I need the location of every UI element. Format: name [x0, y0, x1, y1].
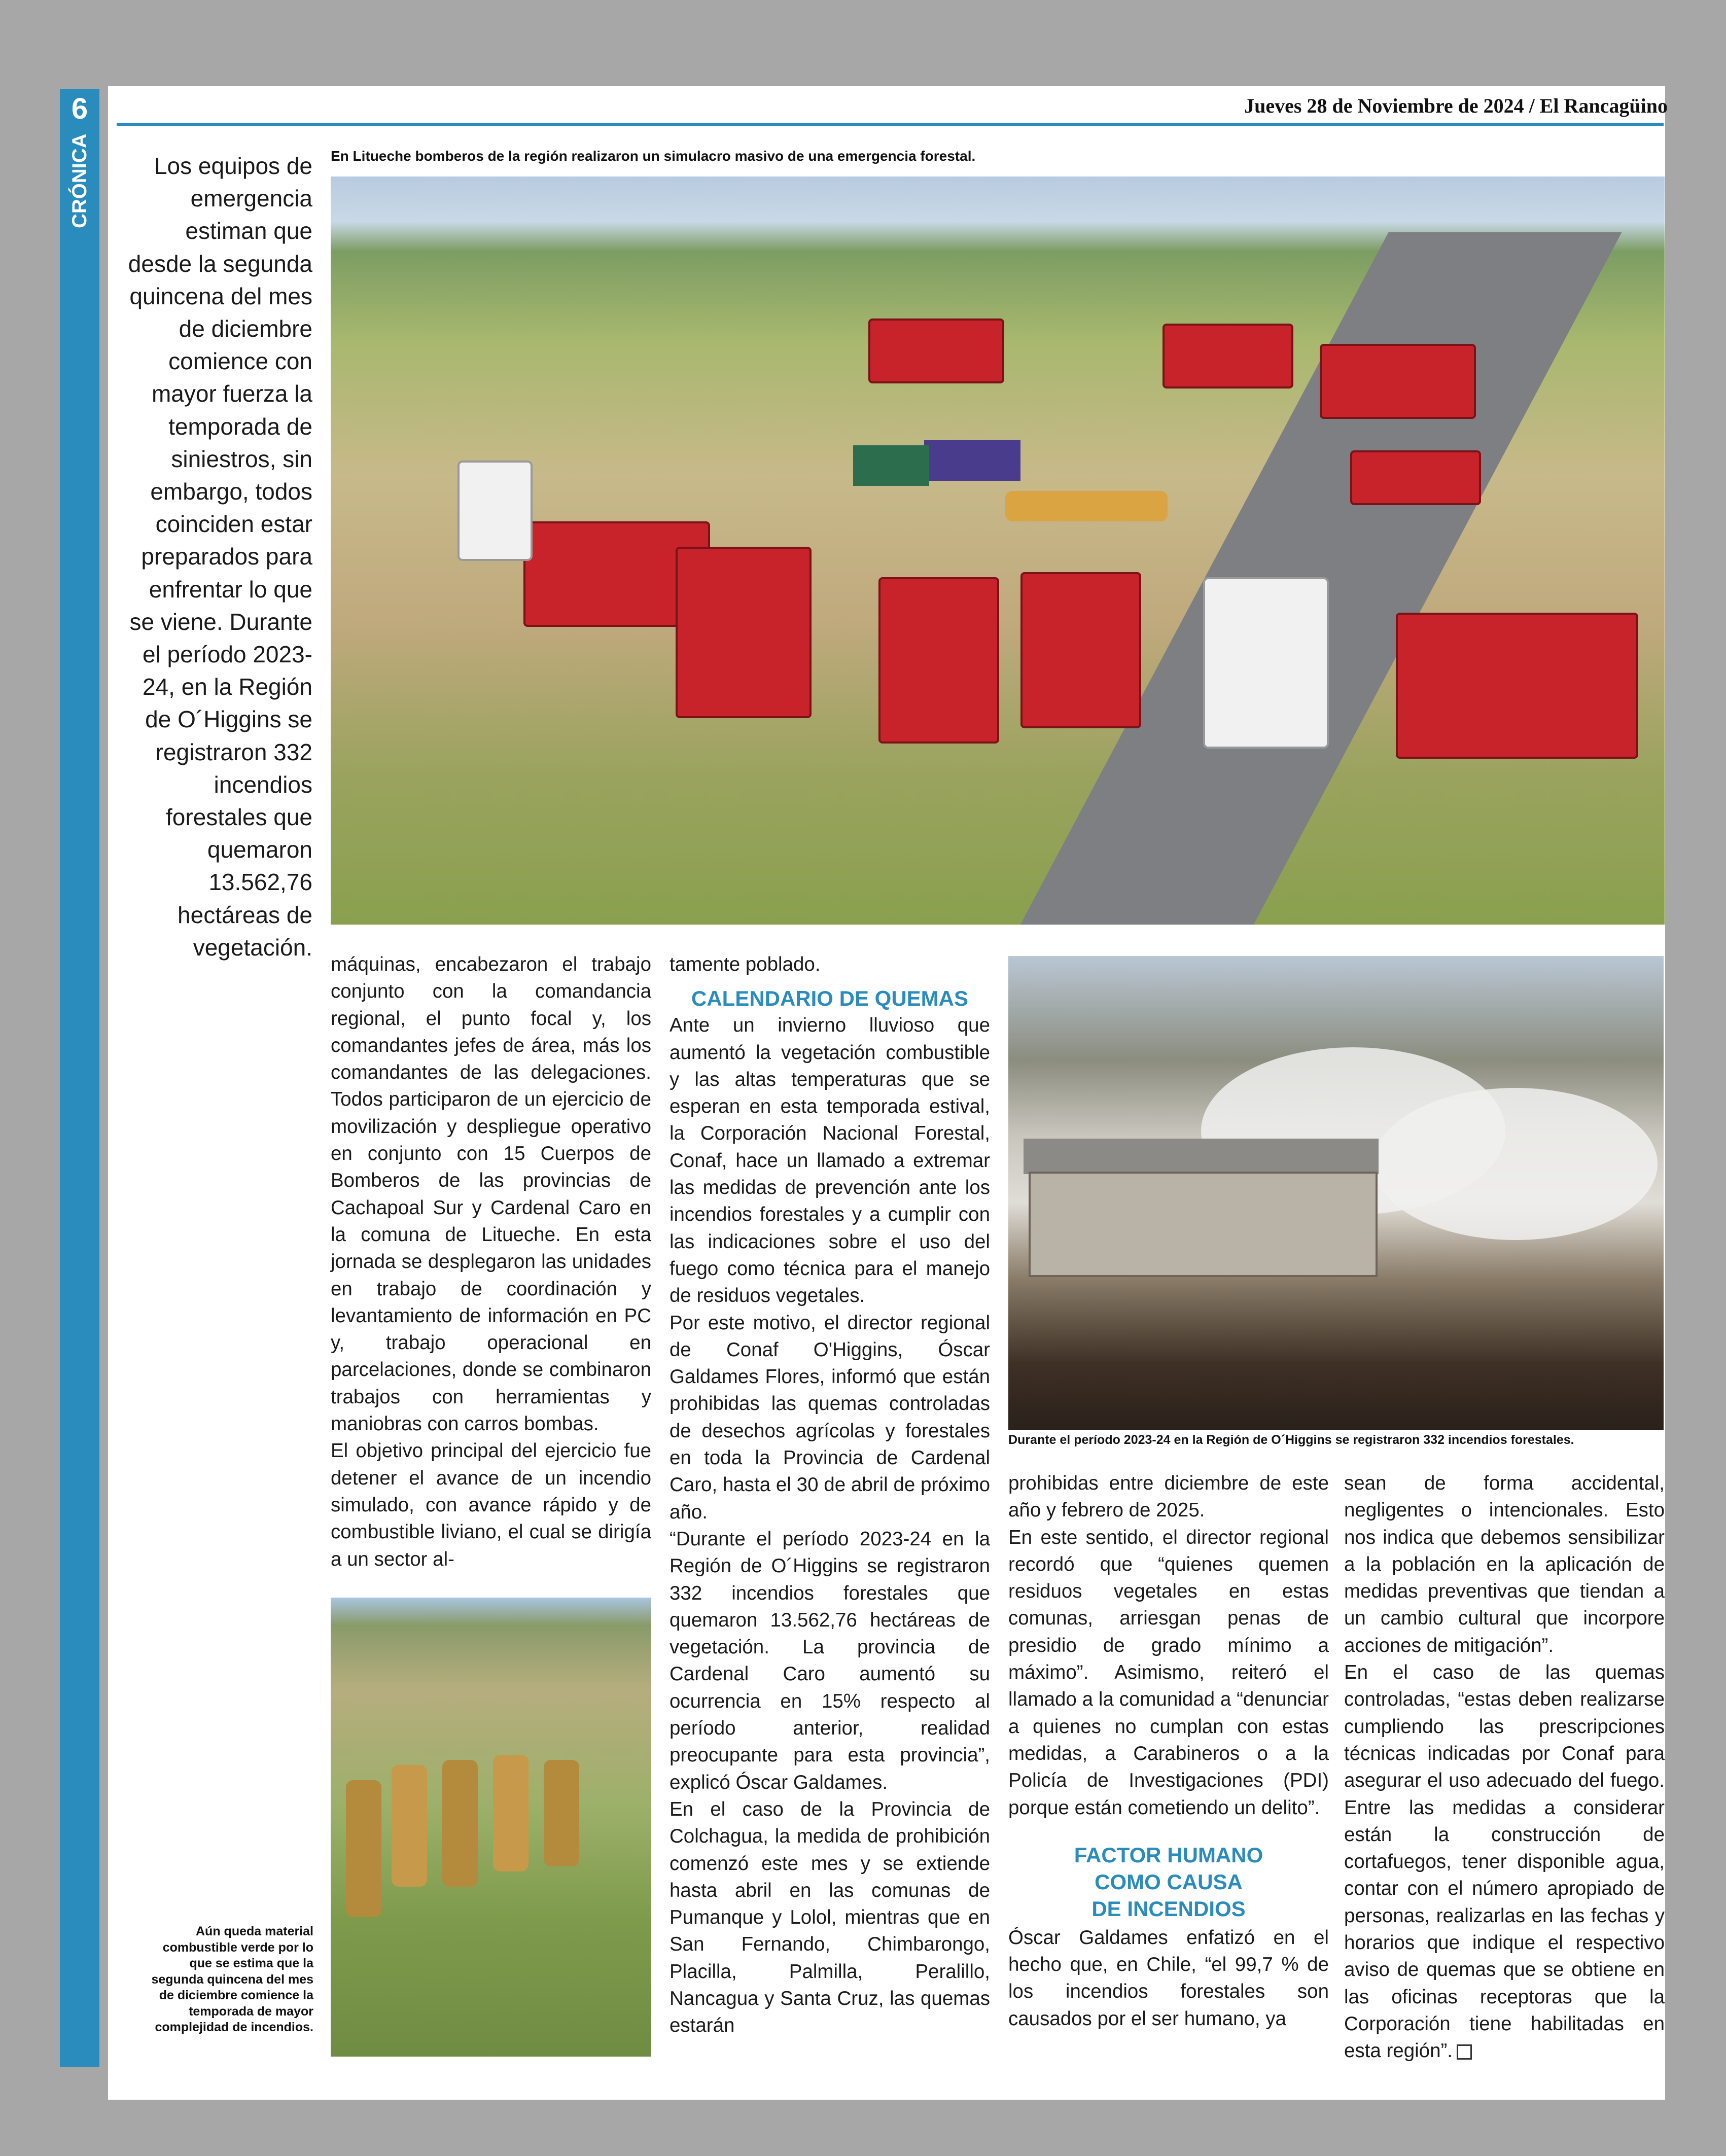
article-paragraph: En el caso de las quemas controladas, “estas deben realizarse cumpliendo las prescripciones técnicas indicadas por Conaf para asegurar el uso adecuado del fuego. Entre las medidas a considerar están la construcción de cortafuegos, tener disponible agua, contar con el número apropiado de personas, realizarlas en las fechas y horarios que indique el respectivo aviso de quemas que se obtiene en las oficinas receptoras que la Corporación tiene habilitadas en esta región”. — [1344, 1662, 1665, 2062]
photo-truck — [1396, 613, 1638, 759]
subhead-calendario-quemas: CALENDARIO DE QUEMAS — [691, 986, 969, 1011]
article-column-3 — [1008, 1470, 1329, 2032]
photo-firefighter — [493, 1755, 529, 1871]
top-photo-caption: En Litueche bomberos de la región realizaron un simulacro masivo de una emergencia forestal. — [331, 148, 976, 164]
end-of-article-icon — [1457, 2044, 1472, 2060]
article-paragraph: máquinas, encabezaron el trabajo conjunto con la comandancia regional, el punto focal y, los comandantes jefes de área, más los comandantes de las delegaciones. Todos participaron de un ejercicio de movilización y despliegue operativo en conjunto con 15 Cuerpos de Bomberos de las provincias de Cachapoal Sur y Cardenal Caro en la comuna de Litueche. En esta jornada se desplegaron las unidades en trabajo de coordinación y levantamiento de información en PC y, trabajo operacional en parcelaciones, donde se combinaron trabajos con herramientas y maniobras con carros bombas. — [331, 953, 651, 1435]
photo-truck — [1163, 324, 1293, 388]
photo-smoke — [1373, 1088, 1658, 1240]
header-date-publication: Jueves 28 de Noviembre de 2024 / El Rancagüino — [1244, 94, 1668, 117]
section-label: CRÓNICA — [68, 133, 91, 228]
article-column-2 — [670, 951, 990, 2039]
article-paragraph: En el caso de la Provincia de Colchagua, la medida de prohibición comenzó este mes y se extiende hasta abril en las comunas de Pumanque y Lolol, mientras que en San Fernando, Chimbarongo, Placilla, Palmilla, Peralillo, Nancagua y Santa Cruz, las quemas estarán — [670, 1798, 990, 2037]
photo-truck — [1350, 450, 1481, 505]
article-column-1 — [331, 951, 651, 1573]
photo-truck — [1320, 344, 1476, 419]
subhead-factor-humano — [1008, 1842, 1329, 1922]
photo-roof — [1024, 1139, 1379, 1174]
article-paragraph: Óscar Galdames enfatizó en el hecho que, en Chile, “el 99,7 % de los incendios forestales son causados por el ser humano, ya — [1008, 1926, 1329, 2030]
article-paragraph: prohibidas entre diciembre de este año y febrero de 2025. — [1008, 1472, 1329, 1522]
photo-house — [1029, 1172, 1378, 1277]
fire-photo-caption: Durante el período 2023-24 en la Región de O´Higgins se registraron 332 incendios forestales. — [1008, 1433, 1574, 1447]
article-column-4 — [1344, 1470, 1665, 2065]
article-paragraph: Ante un invierno lluvioso que aumentó la vegetación combustible y las altas temperaturas que se esperan en esta temporada estival, la Corporación Nacional Forestal, Conaf, hace un llamado a extremar las medidas de prevención ante los incendios forestales y a cumplir con las indicaciones sobre el uso del fuego como técnica para el manejo de residuos vegetales. — [670, 1014, 990, 1307]
article-paragraph: Por este motivo, el director regional de Conaf O'Higgins, Óscar Galdames Flores, informó que están prohibidas las quemas controladas de desechos agrícolas y forestales en toda la Provincia de Cardenal Caro, hasta el 30 de abril de próximo año. — [670, 1312, 990, 1523]
article-paragraph: tamente poblado. — [670, 953, 821, 975]
photo-firefighter — [442, 1760, 478, 1887]
article-paragraph: El objetivo principal del ejercicio fue detener el avance de un incendio simulado, con avance rápido y de combustible liviano, el cual se dirigía a un sector al- — [331, 1440, 651, 1570]
photo-van — [457, 461, 533, 561]
photo-truck — [868, 319, 1004, 383]
photo-truck — [878, 577, 999, 744]
photo-tent — [853, 445, 929, 486]
photo-truck — [1020, 572, 1141, 728]
header-rule — [117, 123, 1664, 126]
photo-firefighter-crew — [331, 1598, 651, 2057]
subhead-line: COMO CAUSA — [1095, 1869, 1243, 1894]
photo-truck — [676, 547, 812, 718]
page-number: 6 — [71, 92, 88, 125]
article-paragraph: sean de forma accidental, negligentes o intencionales. Esto nos indica que debemos sensibilizar a la población en la aplicación de medidas preventivas que tiendan a un cambio cultural que incorpore acciones de mitigación”. — [1344, 1472, 1665, 1656]
section-sidebar-bar — [60, 89, 99, 2067]
photo-tent — [924, 440, 1020, 481]
photo-firefighter — [544, 1760, 579, 1866]
photo-firefighter — [392, 1765, 427, 1887]
subhead-line: FACTOR HUMANO — [1074, 1843, 1263, 1867]
photo-ambulance — [1203, 577, 1329, 749]
photo-fire-trucks-aerial — [331, 176, 1665, 925]
pull-quote: Los equipos de emergencia estiman que desde la segunda quincena del mes de diciembre comience con mayor fuerza la temporada de siniestros, sin embargo, todos coinciden estar preparados para enfrentar lo que se viene. Durante el período 2023-24, en la Región de O´Higgins se registraron 332 incendios forestales que quemaron 13.562,76 hectáreas de vegetación. — [128, 153, 312, 961]
article-paragraph-last — [1344, 1659, 1665, 2064]
photo-wildfire-smoke — [1008, 956, 1664, 1430]
subhead-line: DE INCENDIOS — [1091, 1896, 1246, 1921]
crew-photo-caption: Aún queda material combustible verde por lo que se estima que la segunda quincena del mes de diciembre comience la temporada de mayor complejidad de incendios. — [151, 1924, 313, 2034]
photo-crowd — [1005, 491, 1168, 521]
article-paragraph: En este sentido, el director regional recordó que “quienes quemen residuos vegetales en estas comunas, arriesgan penas de presidio de grado mínimo a máximo”. Asimismo, reiteró el llamado a la comunidad a “denunciar a quienes no cumplan con estas medidas, a Carabineros o a la Policía de Investigaciones (PDI) porque están cometiendo un delito”. — [1008, 1526, 1329, 1819]
photo-firefighter — [346, 1780, 381, 1917]
article-paragraph: “Durante el período 2023-24 en la Región de O´Higgins se registraron 332 incendios forestales que quemaron 13.562,76 hectáreas de vegetación. La provincia de Cardenal Caro aumentó su ocurrencia en 15% respecto al período anterior, realidad preocupante para esta provincia”, explicó Óscar Galdames. — [670, 1528, 990, 1793]
